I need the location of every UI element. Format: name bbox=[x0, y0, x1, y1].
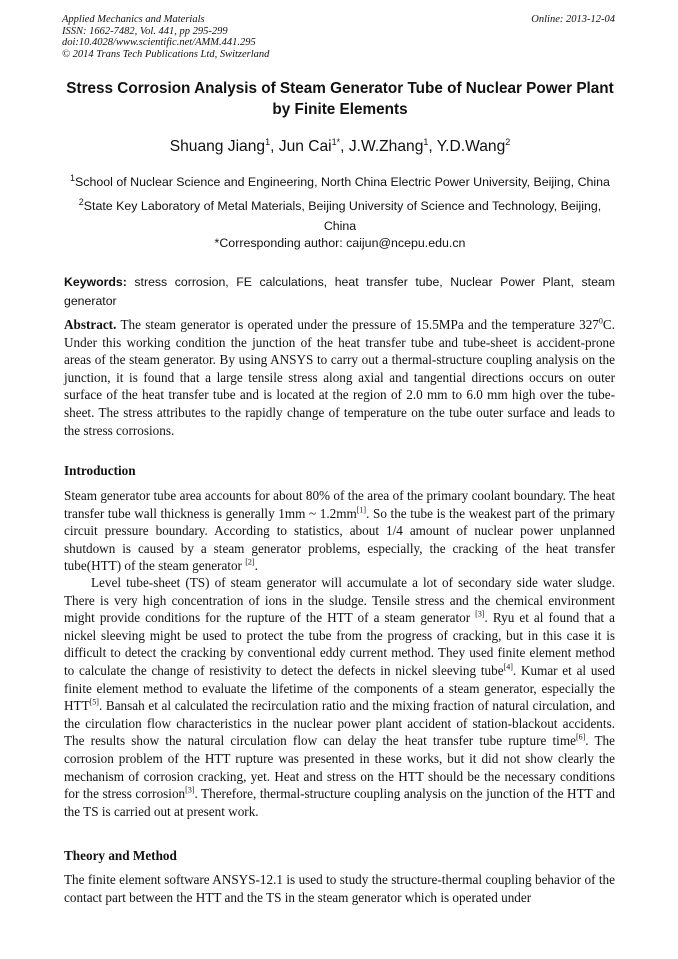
paper-title: Stress Corrosion Analysis of Steam Generator Tube of Nuclear Power Plant by Finite Elements bbox=[66, 80, 614, 118]
copyright-line: © 2014 Trans Tech Publications Ltd, Switzerland bbox=[62, 48, 270, 60]
doi-line: doi:10.4028/www.scientific.net/AMM.441.295 bbox=[62, 37, 256, 49]
author bbox=[279, 138, 349, 155]
author-affil-mark: 1* bbox=[331, 137, 341, 147]
author-name: Shuang Jiang bbox=[169, 138, 266, 156]
superscript-ref: [2] bbox=[245, 557, 255, 567]
author-name: J.W.Zhang bbox=[348, 138, 424, 156]
theory-paragraph: The finite element software ANSYS-12.1 is used to study the structure-thermal coupling behavior of the contact part between the HTT and the TS in the steam generator which is operated under bbox=[64, 872, 615, 905]
author bbox=[437, 138, 511, 155]
author-affil-mark: 1 bbox=[265, 137, 271, 147]
corresponding-author: *Corresponding author: caijun@ncepu.edu.cn bbox=[214, 236, 466, 250]
author-separator: , bbox=[340, 138, 349, 156]
superscript-ref: [6] bbox=[575, 732, 586, 742]
abstract-body: The steam generator is operated under the pressure of 15.5MPa and the temperature $327^0C$. Under this working condition the junction of the heat transfer tube and tube-sheet is accident-prone areas of the steam generator. By using ANSYS to carry out a thermal-structure coupling analysis on the junction, it is found that a large tensile stress along axial and tangential directions occurs on outer surface of the heat transfer tube and is located at the region of 2.0 mm to 6.0 mm high over the tube-sheet. The stress attributes to the rapidly change of temperature on the tube outer surface and leads to the stress corrosions. bbox=[64, 316, 615, 438]
superscript-ref: [3] bbox=[475, 609, 485, 619]
affiliation-mark: 2 bbox=[78, 197, 84, 207]
introduction-paragraph-1: Steam generator tube area accounts for about 80% of the area of the primary coolant boundary. The heat transfer tube wall thickness is generally 1mm ~ 1.2mm[1]. So the tube is the weakest part of the primary circuit pressure boundary. According to statistics, about 1/4 amount of nuclear power unplanned shutdown is caused by a steam generator problems, especially, the cracking of the heat transfer tube(HTT) of the steam generator [2]. bbox=[64, 488, 615, 574]
author-separator: , bbox=[270, 138, 279, 156]
author-name: Y.D.Wang bbox=[436, 138, 506, 156]
abstract bbox=[64, 316, 615, 439]
online-date: Online: 2013-12-04 bbox=[531, 14, 615, 25]
introduction-heading: Introduction bbox=[64, 463, 136, 478]
superscript-ref: [1] bbox=[356, 505, 367, 515]
issn-line: ISSN: 1662-7482, Vol. 441, pp 295-299 bbox=[62, 25, 228, 37]
superscript-ref: [5] bbox=[89, 697, 99, 707]
affiliation-1 bbox=[64, 169, 616, 193]
keywords-text: stress corrosion, FE calculations, heat transfer tube, Nuclear Power Plant, steam generator bbox=[64, 275, 615, 308]
superscript-ref: [4] bbox=[503, 662, 513, 672]
affiliation-mark: 1 bbox=[70, 173, 76, 183]
keywords-label: Keywords: bbox=[64, 275, 127, 289]
superscript-ref: [3] bbox=[185, 785, 195, 795]
affiliation-2 bbox=[64, 193, 616, 236]
theory-heading: Theory and Method bbox=[64, 848, 177, 863]
affiliation-text: School of Nuclear Science and Engineering, North China Electric Power University, Beijing, China bbox=[75, 175, 610, 190]
author-name: Jun Cai bbox=[278, 138, 332, 156]
superscript-ref: 0 bbox=[598, 316, 603, 326]
author bbox=[170, 138, 279, 155]
keywords-block bbox=[64, 273, 615, 310]
author-affil-mark: 2 bbox=[505, 137, 511, 147]
abstract-label: Abstract. bbox=[64, 317, 117, 332]
author-list bbox=[64, 132, 616, 157]
journal-header bbox=[62, 14, 482, 60]
author-separator: , bbox=[428, 138, 437, 156]
author-affil-mark: 1 bbox=[423, 137, 429, 147]
affiliation-text: State Key Laboratory of Metal Materials, Beijing University of Science and Technology, Beijing, China bbox=[83, 199, 602, 233]
author bbox=[349, 138, 437, 155]
journal-name: Applied Mechanics and Materials bbox=[62, 14, 205, 25]
introduction-paragraph-2: Level tube-sheet (TS) of steam generator will accumulate a lot of secondary side water sludge. There is very high concentration of ions in the sludge. Tensile stress and the chemical environment might provide conditions for the rupture of the HTT of a steam generator [3]. Ryu et al found that a nickel sleeving might be used to protect the tube from the progress of cracking, but in this case it is difficult to detect the cracking by conventional eddy current method. They used finite element method to calculate the change of resistivity to detect the defects in nickel sleeving tube[4]. Kumar et al used finite element method to evaluate the lifetime of the components of a steam generator, especially the HTT[5]. Bansah et al calculated the recirculation ratio and the mixing fraction of natural circulation, and the circulation flow characteristics in the nuclear power plant accident of station-blackout accidents. The results show the natural circulation flow can delay the heat transfer tube rupture time[6]. The corrosion problem of the HTT rupture was presented in these works, but it did not show clearly the mechanism of corrosion cracking, yet. Heat and stress on the HTT should be the necessary conditions for the stress corrosion[3]. Therefore, thermal-structure coupling analysis on the junction of the HTT and the TS is carried out at present work. bbox=[64, 575, 616, 819]
